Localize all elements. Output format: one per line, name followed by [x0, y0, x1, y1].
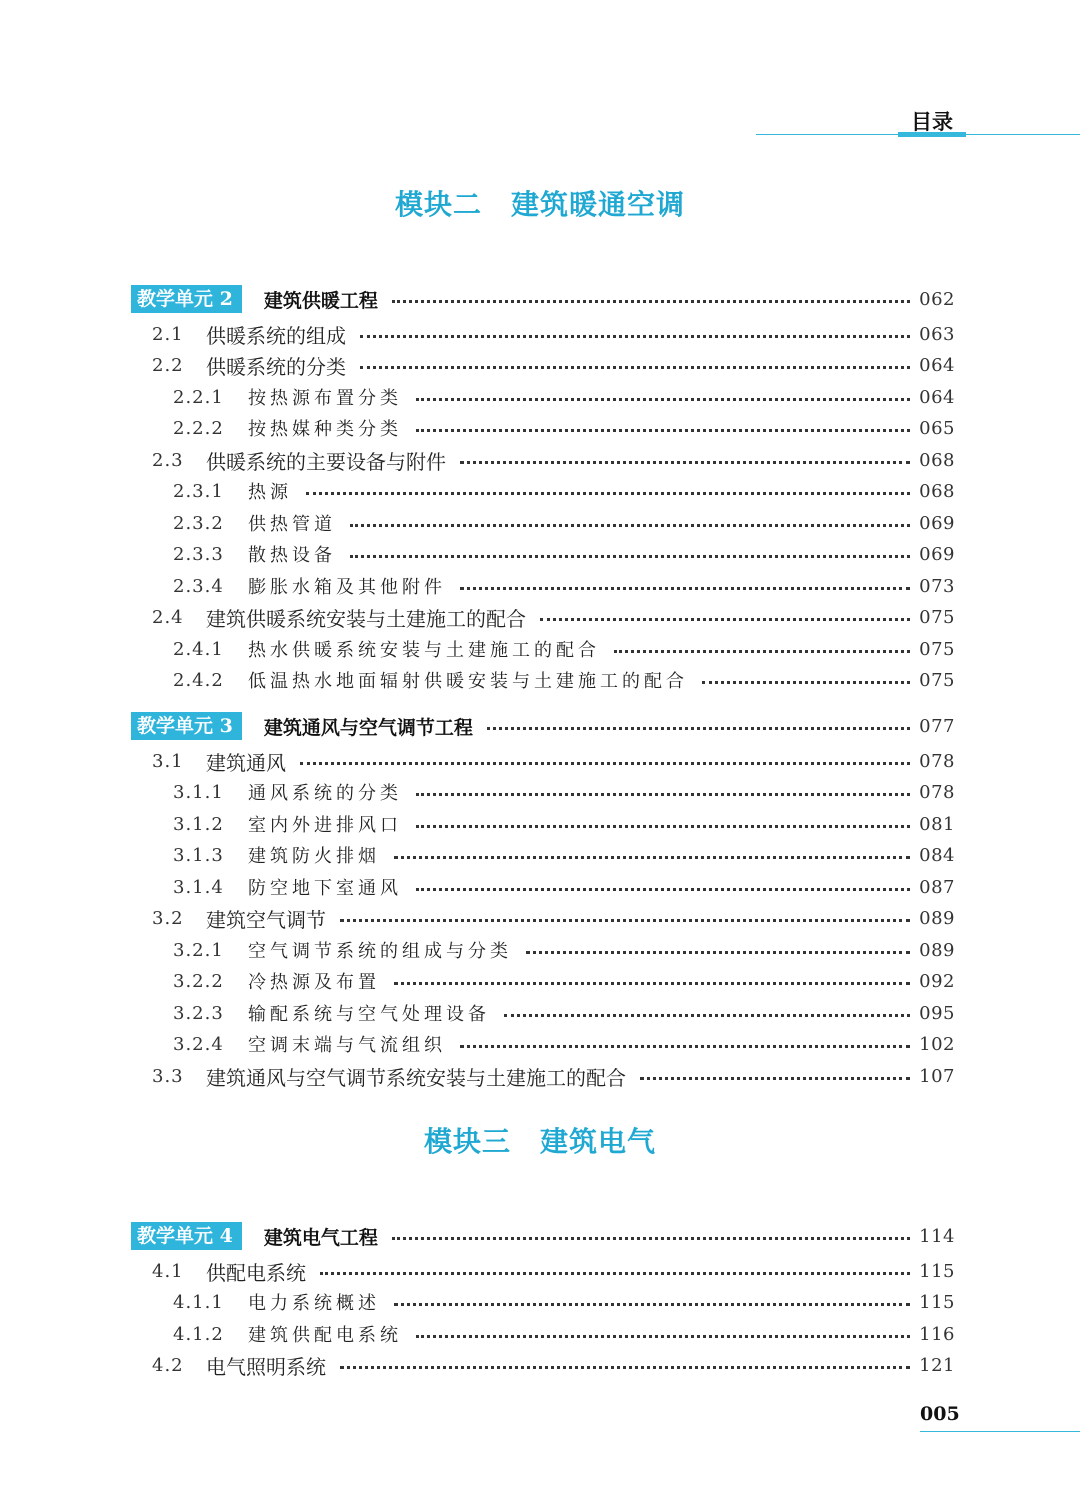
leader-dots	[360, 335, 910, 338]
leader-dots	[360, 366, 910, 369]
toc-subsection-row[interactable]	[173, 841, 955, 869]
subsection-number: 3.1.1	[173, 781, 224, 803]
page-number: 089	[919, 907, 955, 929]
subsection-title: 热源	[248, 482, 292, 503]
toc-subsection-row[interactable]	[173, 509, 955, 537]
leader-dots	[416, 888, 910, 891]
subsection-number: 3.2.1	[173, 939, 224, 961]
toc-subsection-row[interactable]	[173, 635, 955, 663]
toc-subsection-row[interactable]	[173, 778, 955, 806]
subsection-number: 3.2.3	[173, 1002, 224, 1024]
subsection-title: 供热管道	[248, 514, 336, 535]
page-number: 089	[919, 939, 955, 961]
toc-subsection-row[interactable]	[173, 810, 955, 838]
section-number: 2.4	[152, 606, 184, 628]
toc-section-row[interactable]	[152, 603, 955, 631]
leader-dots	[340, 919, 910, 922]
section-title: 建筑通风与空气调节系统安装与土建施工的配合	[206, 1065, 626, 1090]
subsection-title: 输配系统与空气处理设备	[248, 1004, 490, 1025]
subsection-number: 2.3.1	[173, 480, 224, 502]
leader-dots	[392, 300, 910, 303]
module-title-3: 模块三 建筑电气	[423, 1125, 656, 1158]
section-number: 3.2	[152, 907, 184, 929]
leader-dots	[540, 618, 910, 621]
subsection-number: 2.4.2	[173, 669, 224, 691]
subsection-number: 4.1.1	[173, 1291, 224, 1313]
section-title: 电气照明系统	[206, 1354, 326, 1379]
leader-dots	[460, 461, 910, 464]
leader-dots	[416, 793, 910, 796]
footer-rule	[920, 1431, 1080, 1432]
leader-dots	[394, 982, 910, 985]
toc-section-row[interactable]	[152, 904, 955, 932]
leader-dots	[460, 587, 910, 590]
leader-dots	[614, 650, 910, 653]
toc-unit-row[interactable]	[131, 285, 955, 313]
subsection-title: 散热设备	[248, 545, 336, 566]
page-number: 087	[919, 876, 955, 898]
leader-dots	[526, 951, 910, 954]
subsection-title: 空气调节系统的组成与分类	[248, 941, 512, 962]
subsection-number: 3.2.4	[173, 1033, 224, 1055]
subsection-number: 3.1.2	[173, 813, 224, 835]
subsection-number: 3.2.2	[173, 970, 224, 992]
unit-badge: 教学单元 4	[131, 1222, 242, 1250]
page-number: 078	[919, 750, 955, 772]
leader-dots	[416, 1335, 910, 1338]
leader-dots	[340, 1366, 910, 1369]
toc-subsection-row[interactable]	[173, 414, 955, 442]
subsection-number: 2.3.4	[173, 575, 224, 597]
page-number: 115	[919, 1291, 955, 1313]
header-title: 目录	[911, 110, 953, 134]
section-number: 4.2	[152, 1354, 184, 1376]
section-title: 建筑通风	[206, 750, 286, 775]
section-title: 供暖系统的组成	[206, 323, 346, 348]
leader-dots	[320, 1272, 910, 1275]
leader-dots	[350, 555, 910, 558]
subsection-title: 通风系统的分类	[248, 783, 402, 804]
subsection-number: 2.3.2	[173, 512, 224, 534]
section-title: 建筑供暖系统安装与土建施工的配合	[206, 606, 526, 631]
toc-subsection-row[interactable]	[173, 1288, 955, 1316]
section-number: 4.1	[152, 1260, 184, 1282]
subsection-number: 3.1.3	[173, 844, 224, 866]
toc-subsection-row[interactable]	[173, 936, 955, 964]
page-number: 075	[919, 669, 955, 691]
unit-badge: 教学单元 2	[131, 285, 242, 313]
toc-section-row[interactable]	[152, 1257, 955, 1285]
leader-dots	[394, 1303, 910, 1306]
subsection-title: 按热媒种类分类	[248, 419, 402, 440]
page-number: 077	[919, 715, 955, 737]
leader-dots	[460, 1045, 910, 1048]
toc-unit-row[interactable]	[131, 1222, 955, 1250]
page-number: 063	[919, 323, 955, 345]
page-number: 064	[919, 354, 955, 376]
subsection-number: 4.1.2	[173, 1323, 224, 1345]
toc-section-row[interactable]	[152, 351, 955, 379]
leader-dots	[416, 429, 910, 432]
subsection-number: 3.1.4	[173, 876, 224, 898]
leader-dots	[300, 762, 910, 765]
page-number: 115	[919, 1260, 955, 1282]
subsection-title: 冷热源及布置	[248, 972, 380, 993]
subsection-title: 防空地下室通风	[248, 878, 402, 899]
page-number: 075	[919, 606, 955, 628]
subsection-title: 电力系统概述	[248, 1293, 380, 1314]
section-number: 2.1	[152, 323, 184, 345]
page-number: 075	[919, 638, 955, 660]
unit-title: 建筑电气工程	[263, 1226, 378, 1249]
toc-section-row[interactable]	[152, 446, 955, 474]
leader-dots	[350, 524, 910, 527]
subsection-title: 室内外进排风口	[248, 815, 402, 836]
subsection-number: 2.2.1	[173, 386, 224, 408]
toc-section-row[interactable]	[152, 1062, 955, 1090]
leader-dots	[306, 492, 910, 495]
unit-badge: 教学单元 3	[131, 712, 242, 740]
page-number: 114	[919, 1225, 955, 1247]
leader-dots	[394, 856, 910, 859]
page-number: 084	[919, 844, 955, 866]
toc-subsection-row[interactable]	[173, 572, 955, 600]
toc-subsection-row[interactable]	[173, 1320, 955, 1348]
subsection-title: 热水供暖系统安装与土建施工的配合	[248, 640, 600, 661]
leader-dots	[702, 681, 910, 684]
toc-subsection-row[interactable]	[173, 1030, 955, 1058]
unit-title: 建筑供暖工程	[263, 289, 378, 312]
unit-title: 建筑通风与空气调节工程	[263, 716, 473, 739]
toc-subsection-row[interactable]	[173, 383, 955, 411]
toc-section-row[interactable]	[152, 1351, 955, 1379]
page-number: 121	[919, 1354, 955, 1376]
toc-subsection-row[interactable]	[173, 477, 955, 505]
toc-section-row[interactable]	[152, 747, 955, 775]
toc-subsection-row[interactable]	[173, 967, 955, 995]
toc-subsection-row[interactable]	[173, 666, 955, 694]
subsection-title: 膨胀水箱及其他附件	[248, 577, 446, 598]
page-number: 069	[919, 543, 955, 565]
section-title: 供配电系统	[206, 1260, 306, 1285]
toc-subsection-row[interactable]	[173, 873, 955, 901]
page-number: 092	[919, 970, 955, 992]
subsection-title: 低温热水地面辐射供暖安装与土建施工的配合	[248, 671, 688, 692]
leader-dots	[416, 398, 910, 401]
subsection-title: 空调末端与气流组织	[248, 1035, 446, 1056]
leader-dots	[416, 825, 910, 828]
page-number: 069	[919, 512, 955, 534]
section-number: 3.1	[152, 750, 184, 772]
leader-dots	[504, 1014, 910, 1017]
page-number: 062	[919, 288, 955, 310]
leader-dots	[487, 727, 910, 730]
section-title: 建筑空气调节	[206, 907, 326, 932]
subsection-number: 2.3.3	[173, 543, 224, 565]
page-number: 078	[919, 781, 955, 803]
section-number: 3.3	[152, 1065, 184, 1087]
footer-page-number: 005	[920, 1403, 960, 1425]
section-number: 2.3	[152, 449, 184, 471]
page-number: 073	[919, 575, 955, 597]
subsection-number: 2.2.2	[173, 417, 224, 439]
toc-unit-row[interactable]	[131, 712, 955, 740]
page-number: 064	[919, 386, 955, 408]
leader-dots	[392, 1237, 910, 1240]
leader-dots	[640, 1077, 910, 1080]
page-number: 107	[919, 1065, 955, 1087]
page-number: 095	[919, 1002, 955, 1024]
subsection-title: 建筑防火排烟	[248, 846, 380, 867]
page-number: 081	[919, 813, 955, 835]
toc-subsection-row[interactable]	[173, 999, 955, 1027]
page-number: 068	[919, 480, 955, 502]
subsection-title: 建筑供配电系统	[248, 1325, 402, 1346]
page-number: 116	[919, 1323, 955, 1345]
page-number: 068	[919, 449, 955, 471]
toc-subsection-row[interactable]	[173, 540, 955, 568]
section-number: 2.2	[152, 354, 184, 376]
subsection-title: 按热源布置分类	[248, 388, 402, 409]
page-number: 102	[919, 1033, 955, 1055]
module-title-2: 模块二 建筑暖通空调	[394, 188, 685, 221]
section-title: 供暖系统的分类	[206, 354, 346, 379]
section-title: 供暖系统的主要设备与附件	[206, 449, 446, 474]
page-number: 065	[919, 417, 955, 439]
toc-section-row[interactable]	[152, 320, 955, 348]
subsection-number: 2.4.1	[173, 638, 224, 660]
